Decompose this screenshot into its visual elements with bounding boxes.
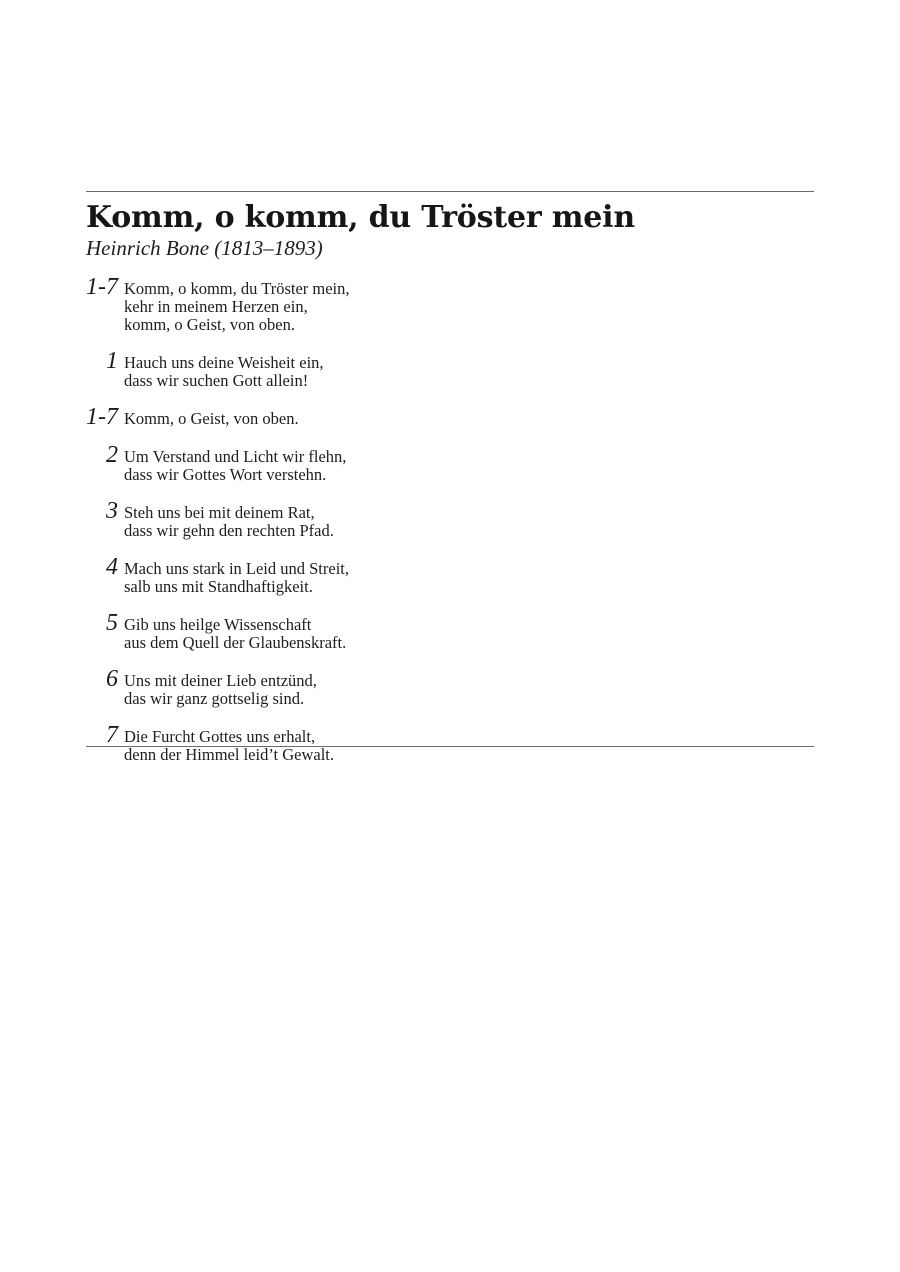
verse-2: [86, 444, 506, 484]
bottom-divider: [86, 746, 814, 747]
verse-6: [86, 668, 506, 708]
verse-lines: [124, 556, 349, 596]
verse-line: dass wir suchen Gott allein!: [124, 371, 309, 390]
verse-3: [86, 500, 506, 540]
verse-lines: [124, 668, 317, 708]
hymn-title: Komm, o komm, du Tröster mein: [86, 200, 635, 235]
verse-line: komm, o Geist, von oben.: [124, 315, 295, 334]
verse-1: [86, 350, 506, 390]
verse-number: 6: [106, 666, 118, 692]
verse-number: 2: [106, 442, 118, 468]
verse-refrain-1: [86, 276, 506, 334]
verse-4: [86, 556, 506, 596]
verse-lines: [124, 276, 350, 334]
verse-list: [86, 276, 506, 780]
verse-line: Mach uns stark in Leid und Streit,: [124, 559, 350, 578]
verse-line: Uns mit deiner Lieb entzünd,: [124, 671, 317, 690]
verse-lines: [124, 406, 299, 428]
verse-line: aus dem Quell der Glaubenskraft.: [124, 633, 347, 652]
verse-line: dass wir Gottes Wort verstehn.: [124, 465, 327, 484]
verse-7: [86, 724, 506, 764]
verse-line: Die Furcht Gottes uns erhalt,: [124, 727, 316, 746]
verse-line: Um Verstand und Licht wir flehn,: [124, 447, 347, 466]
verse-line: dass wir gehn den rechten Pfad.: [124, 521, 334, 540]
verse-line: Hauch uns deine Weisheit ein,: [124, 353, 324, 372]
verse-number: 1: [106, 348, 118, 374]
verse-refrain-2: [86, 406, 506, 428]
verse-line: das wir ganz gottselig sind.: [124, 689, 305, 708]
verse-number: 4: [106, 554, 118, 580]
verse-line: denn der Himmel leid’t Gewalt.: [124, 745, 335, 764]
verse-line: Steh uns bei mit deinem Rat,: [124, 503, 315, 522]
verse-line: Komm, o komm, du Tröster mein,: [124, 279, 350, 298]
verse-number: 5: [106, 610, 118, 636]
verse-number: 1-7: [86, 404, 118, 430]
top-divider: [86, 191, 814, 192]
verse-line: Komm, o Geist, von oben.: [124, 409, 299, 428]
verse-line: salb uns mit Standhaftigkeit.: [124, 577, 313, 596]
verse-lines: [124, 350, 324, 390]
verse-lines: [124, 724, 334, 764]
verse-lines: [124, 444, 346, 484]
verse-5: [86, 612, 506, 652]
verse-line: Gib uns heilge Wissenschaft: [124, 615, 312, 634]
verse-line: kehr in meinem Herzen ein,: [124, 297, 308, 316]
verse-lines: [124, 500, 334, 540]
verse-number: 7: [106, 722, 118, 748]
verse-lines: [124, 612, 346, 652]
verse-number: 3: [106, 498, 118, 524]
hymn-author: Heinrich Bone (1813–1893): [86, 236, 323, 260]
verse-number: 1-7: [86, 274, 118, 300]
